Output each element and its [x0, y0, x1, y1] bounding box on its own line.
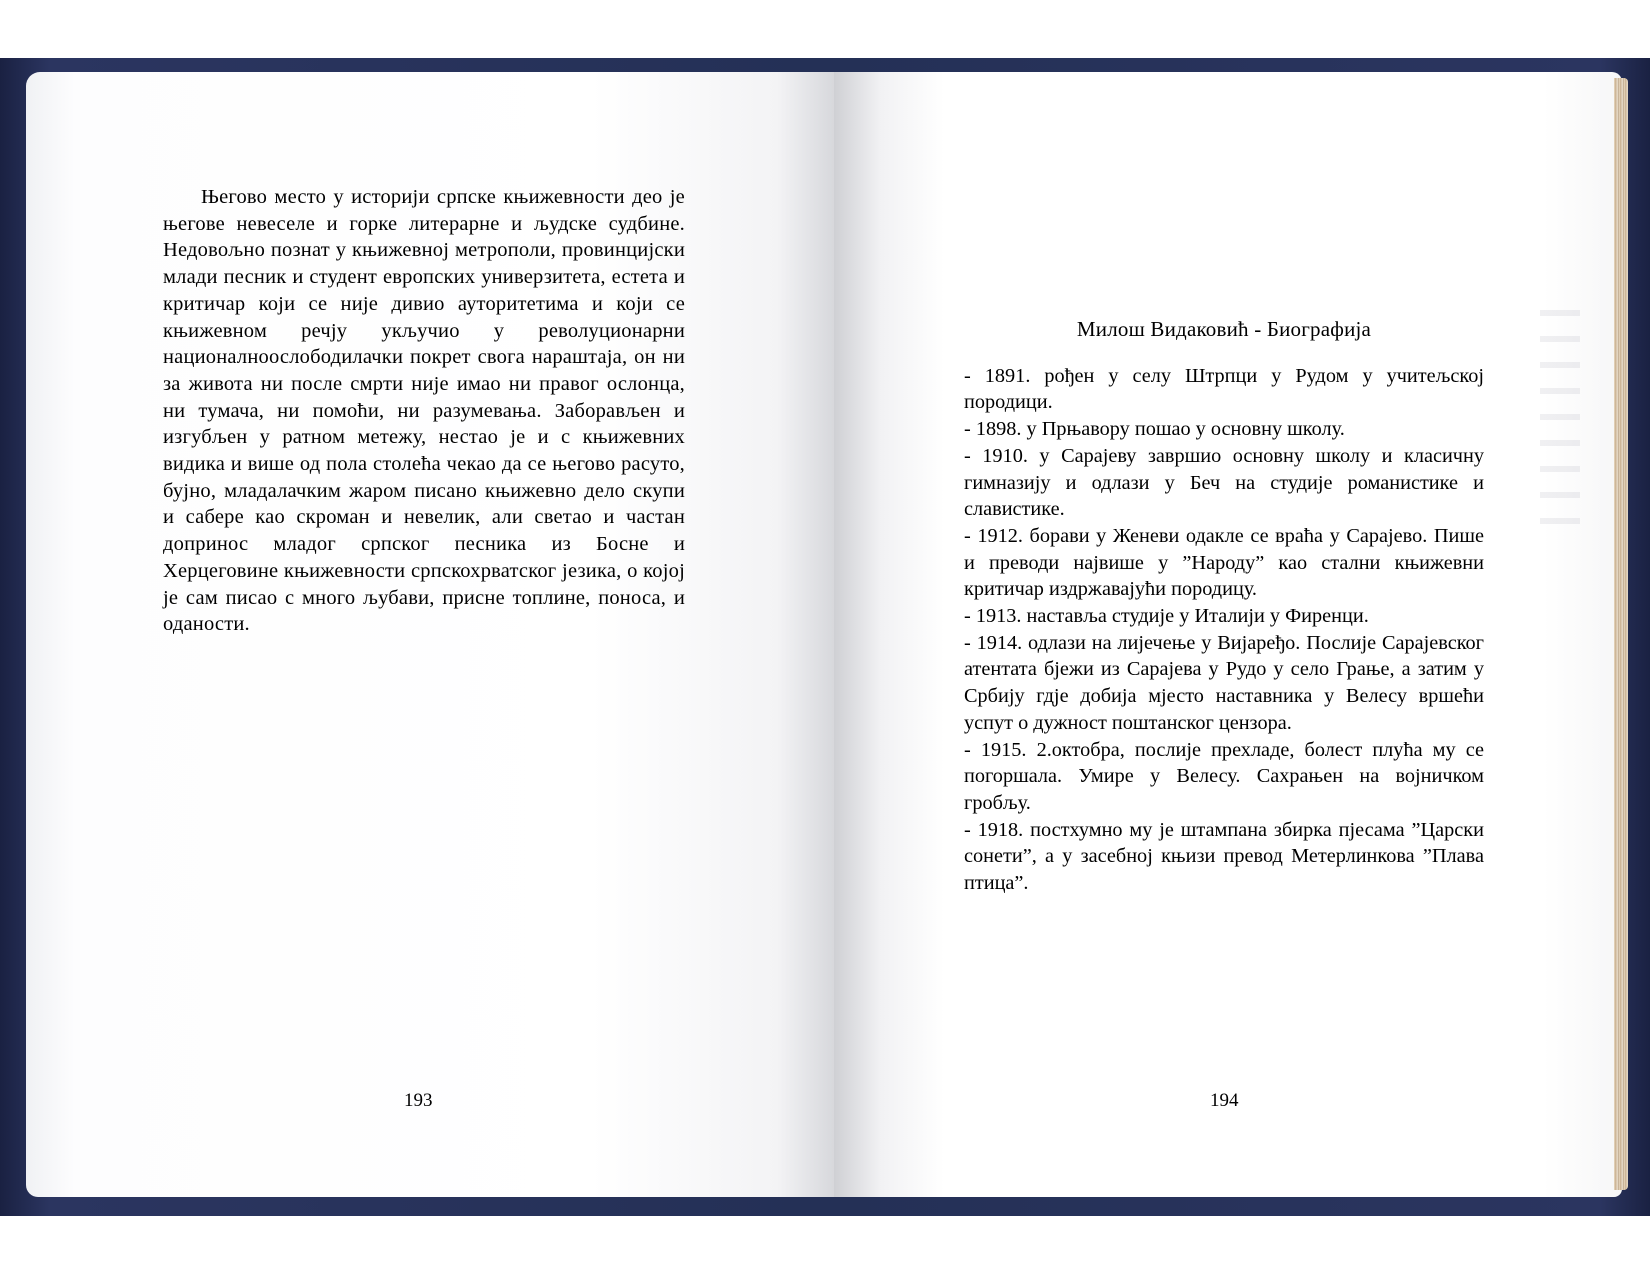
bio-entry-1910: - 1910. у Сарајеву завршио основну школу и класичну гимназију и одлази у Беч на студије романистике и славистике. — [964, 444, 1484, 521]
page-number-right: 194 — [1210, 1090, 1239, 1111]
bio-entry-1891: - 1891. рођен у селу Штрпци у Рудом у учитељској породици. — [964, 364, 1484, 414]
biography-title: Милош Видаковић - Биографија — [1076, 317, 1372, 341]
show-through-marks — [1540, 310, 1580, 530]
biography-section — [964, 316, 1484, 897]
page-number-left: 193 — [404, 1090, 433, 1111]
bio-entry-1918: - 1918. постхумно му је штампана збирка пјесама ”Царски сонети”, а у засебној књизи превод Метерлинкова ”Плава птица”. — [964, 818, 1484, 895]
bio-entry-1912: - 1912. борави у Женеви одакле се враћа у Сарајево. Пише и преводи највише у ”Народу” као стални књижевни критичар издржавајући породицу. — [964, 524, 1484, 601]
bio-entry-1914: - 1914. одлази на лијечење у Вијарeђо. Послије Сарајевског атентата бјежи из Сарајева у Рудо у село Грање, а затим у Србију гдје добија мјесто наставника у Велесу вршећи успут о дужност поштанског цензора. — [964, 631, 1484, 734]
left-page-paragraph: Његово место у историји српске књижевности део је његове невеселе и горке литерарне и људске судбине. Недовољно познат у књижевној метрополи, провинцијски млади песник и студент европских универзитета, естета и критичар који се није дивио ауторитетима и који се књижевном речју укључио у револуционарни националноослободилачки покрет свога нараштаја, он ни за живота ни после смрти није имао ни правог ослонца, ни тумача, ни помоћи, ни разумевања. Заборављен и изгубљен у ратном метежу, нестао је и с књижевних видика и више од пола столећа чекао да се његово расуто, бујно, младалачким жаром писано књижевно дело скупи и сабере као скроман и невелик, али светао и частан допринос младог српског песника из Босне и Херцеговине књижевности српскохрватског језика, о којој је сам писао с много љубави, присне топлине, поноса, и оданости. — [163, 186, 685, 636]
bio-entry-1913: - 1913. наставља студије у Италији у Фиренци. — [964, 605, 1369, 628]
bio-entry-1915: - 1915. 2.октобра, послије прехладе, болест плућа му се погоршала. Умире у Велесу. Сахрањен на војничком гробљу. — [964, 738, 1484, 814]
left-page-text — [163, 184, 685, 638]
page-edges — [1614, 78, 1628, 1190]
bio-entry-1898: - 1898. у Прњавору пошао у основну школу. — [964, 418, 1345, 441]
